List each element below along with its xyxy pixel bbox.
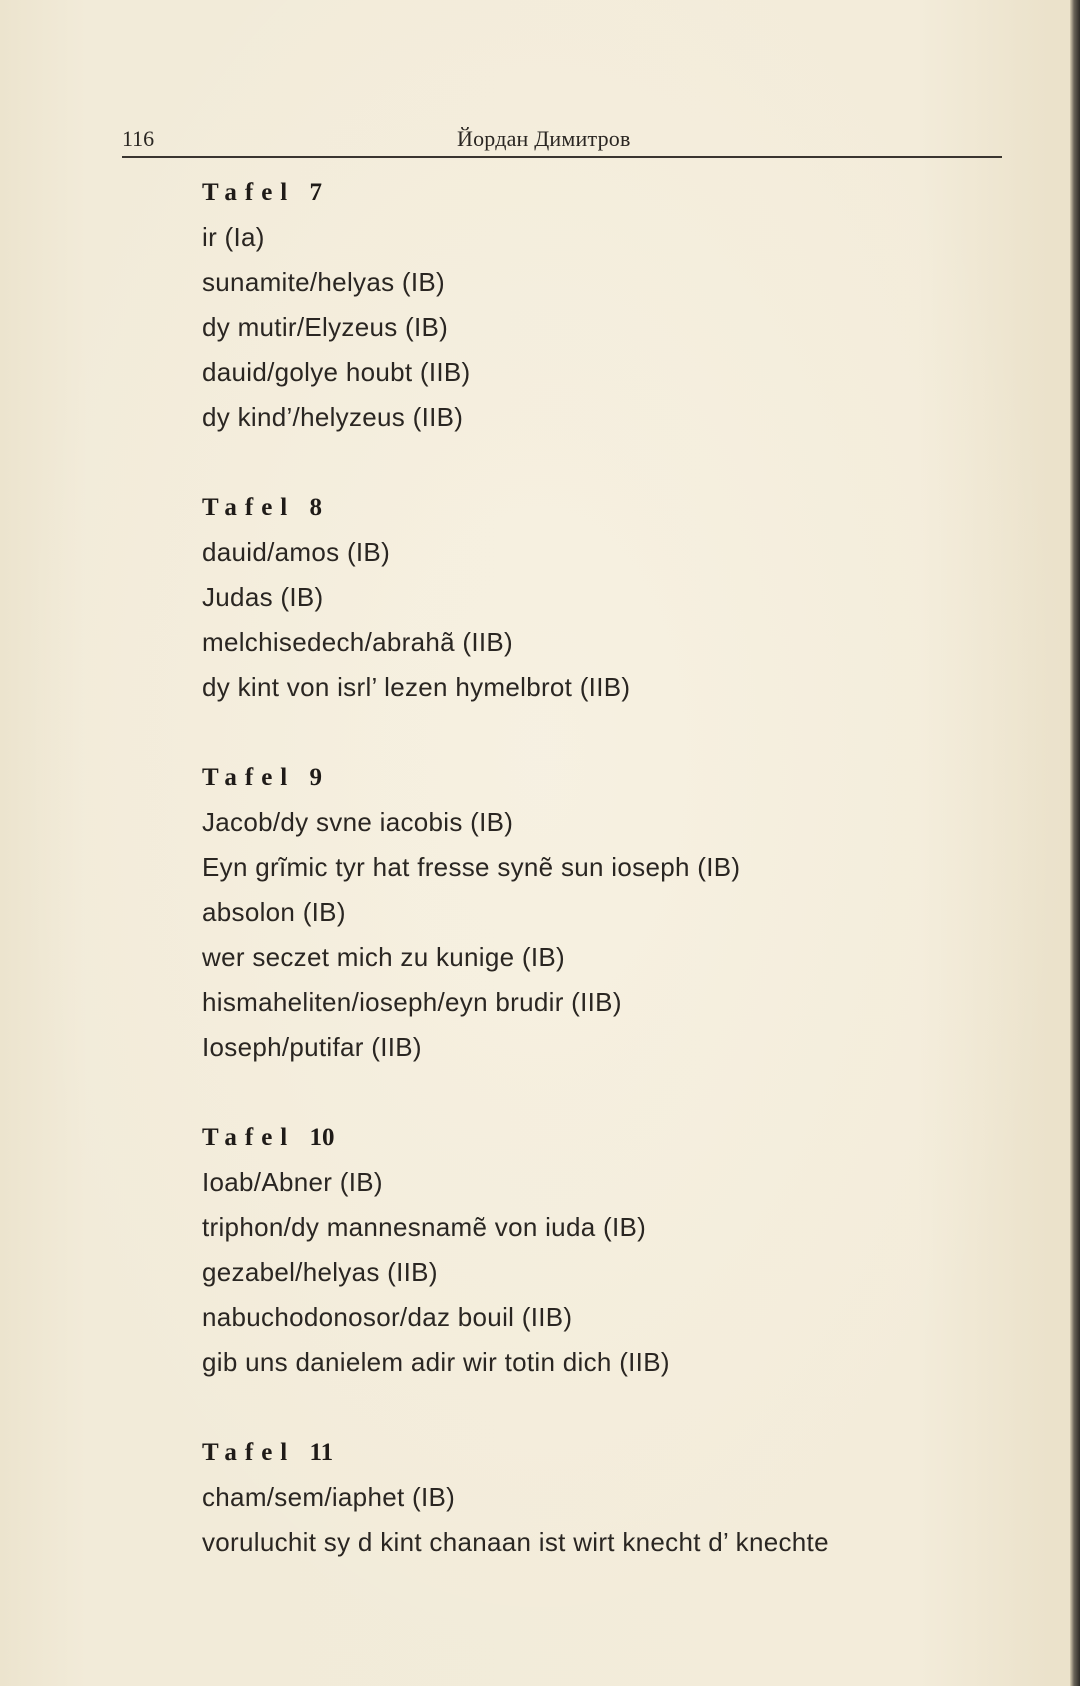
section-gap [202,1070,992,1115]
list-item: triphon/dy mannesnamẽ von iuda (IB) [202,1212,647,1242]
page-content [202,170,992,1565]
section-tafel-10 [202,1115,992,1385]
list-item: Ioseph/putifar (IIB) [202,1032,422,1062]
list-item: Eyn grĩmic tyr hat fresse synẽ sun ioseph (IB) [202,852,741,882]
list-item: nabuchodonosor/daz bouil (IIB) [202,1302,573,1332]
list-item: melchisedech/abrahã (IIB) [202,627,513,657]
list-item: gezabel/helyas (IIB) [202,1257,438,1287]
list-item: gib uns danielem adir wir totin dich (IIB) [202,1347,670,1377]
page-number: 116 [122,126,155,151]
section-heading [202,485,992,530]
section-heading [202,1430,992,1475]
section-heading-number: 10 [309,1124,335,1151]
header-rule [122,156,1002,158]
section-heading-label: Tafel [202,494,296,521]
section-heading-label: Tafel [202,764,296,791]
section-heading-number: 9 [309,764,322,791]
section-gap [202,440,992,485]
list-item: dy kind’/helyzeus (IIB) [202,402,464,432]
section-heading-number: 8 [309,494,322,521]
section-tafel-11 [202,1430,992,1565]
list-item: cham/sem/iaphet (IB) [202,1482,456,1512]
page-edge-shadow [1070,0,1080,1686]
section-tafel-8 [202,485,992,710]
list-item: dauid/golye houbt (IIB) [202,357,471,387]
list-item: dy kint von isrl’ lezen hymelbrot (IIB) [202,672,631,702]
section-heading-label: Tafel [202,1439,296,1466]
list-item: hismaheliten/ioseph/eyn brudir (IIB) [202,987,622,1017]
section-gap [202,710,992,755]
section-heading-number: 7 [309,179,322,206]
running-head: Йордан Димитров [457,126,631,151]
section-heading-label: Tafel [202,1124,296,1151]
section-tafel-9 [202,755,992,1070]
list-item: ir (Ia) [202,222,265,252]
list-item: sunamite/helyas (IB) [202,267,445,297]
section-heading-number: 11 [309,1439,334,1466]
section-tafel-7 [202,170,992,440]
list-item: dauid/amos (IB) [202,537,391,567]
list-item: Ioab/Abner (IB) [202,1167,383,1197]
list-item: wer seczet mich zu kunige (IB) [202,942,566,972]
list-item: dy mutir/Elyzeus (IB) [202,312,449,342]
section-heading [202,170,992,215]
section-heading [202,755,992,800]
page-header [122,122,1002,156]
section-gap [202,1385,992,1430]
list-item: Judas (IB) [202,582,324,612]
section-heading [202,1115,992,1160]
section-heading-label: Tafel [202,179,296,206]
list-item: Jacob/dy svne iacobis (IB) [202,807,514,837]
list-item: absolon (IB) [202,897,346,927]
list-item: voruluchit sy d kint chanaan ist wirt knecht d’ knechte [202,1527,829,1557]
